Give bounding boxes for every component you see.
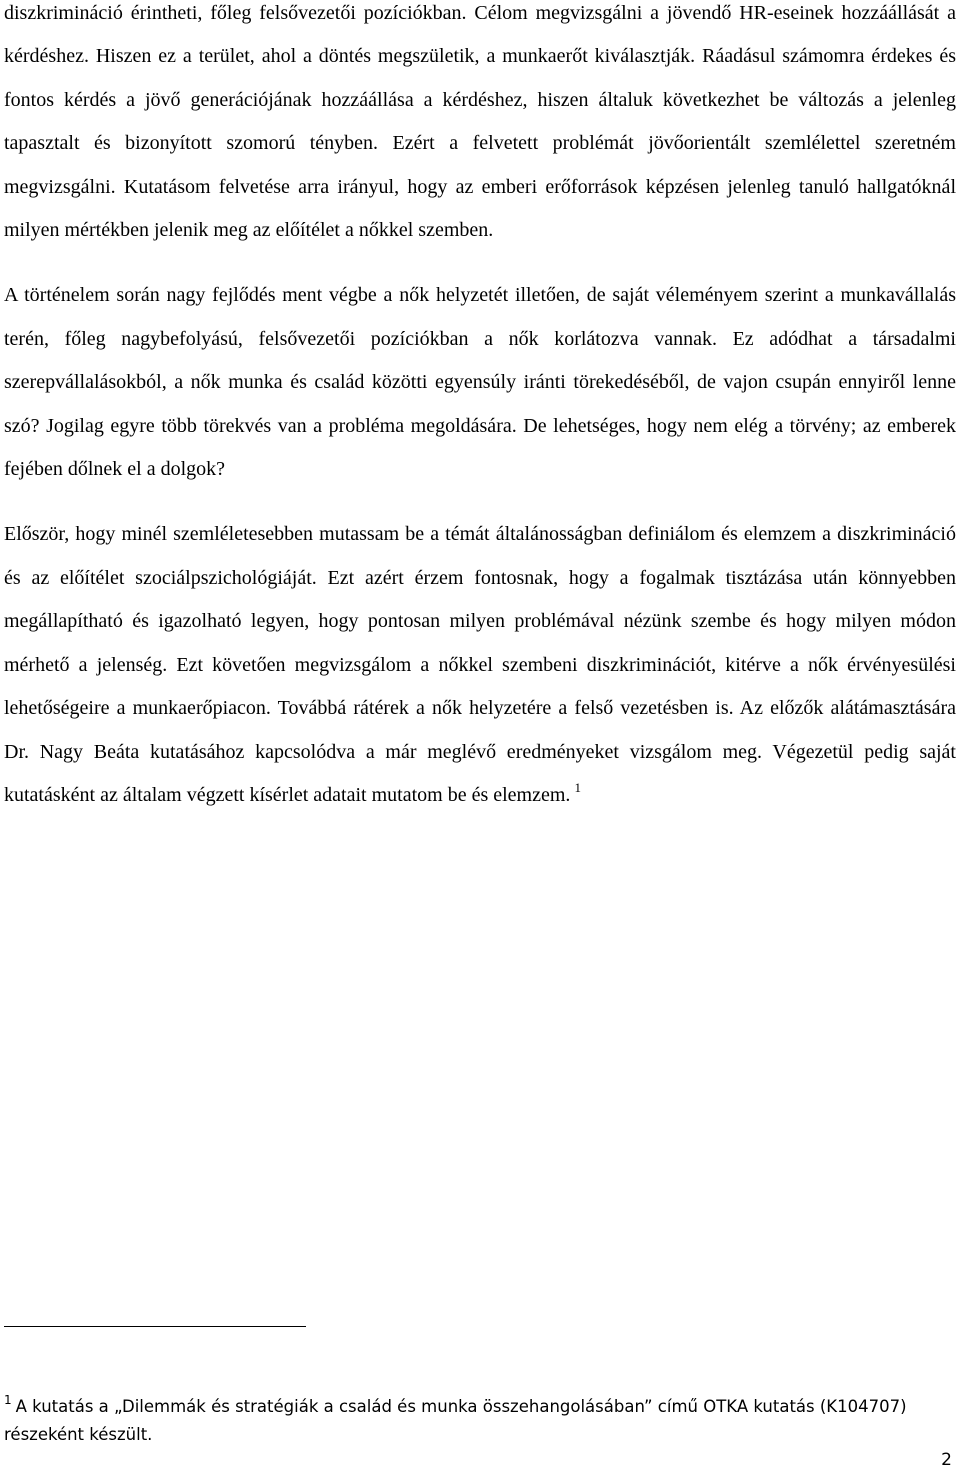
- body-paragraph-2: A történelem során nagy fejlődés ment végbe a nők helyzetét illetően, de saját véleményem szerint a munkavállalás terén, főleg nagybefolyású, felsővezetői pozíciókban a nők korlátozva vannak. Ez adódhat a társadalmi szerepvállalásokból, a nők munka és család közötti egyensúly iránti törekedéséből, de vajon csupán ennyiről lenne szó? Jogilag egyre több törekvés van a probléma megoldására. De lehetséges, hogy nem elég a törvény; az emberek fejében dőlnek el a dolgok?: [4, 284, 956, 481]
- footnote-number: 1: [4, 1393, 12, 1407]
- footnote-reference[interactable]: 1: [574, 779, 581, 795]
- body-paragraph-3: [4, 513, 956, 817]
- footnote-text: A kutatás a „Dilemmák és stratégiák a család és munka összehangolásában” című OTKA kutatás (K104707) részeként készült.: [4, 1397, 907, 1444]
- footnote: [4, 1393, 934, 1449]
- body-paragraph-1: diszkrimináció érintheti, főleg felsővezetői pozíciókban. Célom megvizsgálni a jövendő HR-eseinek hozzáállását a kérdéshez. Hiszen ez a terület, ahol a döntés megszületik, a munkaerőt kiválasztják. Ráadásul számomra érdekes és fontos kérdés a jövő generációjának hozzáállása a kérdéshez, hiszen általuk következhet be változás a jelenleg tapasztalt és bizonyított szomorú tényben. Ezért a felvetett problémát jövőorientált szemlélettel szeretném megvizsgálni. Kutatásom felvetése arra irányul, hogy az emberi erőforrások képzésen jelenleg tanuló hallgatóknál milyen mértékben jelenik meg az előítélet a nőkkel szemben.: [4, 2, 956, 242]
- document-page: [4, 0, 956, 817]
- page-number: 2: [941, 1450, 952, 1470]
- body-paragraph-3-text: Először, hogy minél szemléletesebben mutassam be a témát általánosságban definiálom és elemzem a diszkrimináció és az előítélet szociálpszichológiáját. Ezt azért érzem fontosnak, hogy a fogalmak tisztázása után könnyebben megállapítható és igazolható legyen, hogy pontosan milyen problémával nézünk szembe és hogy milyen módon mérhető a jelenség. Ezt követően megvizsgálom a nőkkel szembeni diszkriminációt, kitérve a nők érvényesülési lehetőségeire a munkaerőpiacon. Továbbá rátérek a nők helyzetére a felső vezetésben is. Az előzők alátámasztására Dr. Nagy Beáta kutatásához kapcsolódva a már meglévő eredményeket vizsgálom meg. Végezetül pedig saját kutatásként az általam végzett kísérlet adatait mutatom be és elemzem.: [4, 523, 956, 806]
- footnote-separator: [4, 1326, 306, 1327]
